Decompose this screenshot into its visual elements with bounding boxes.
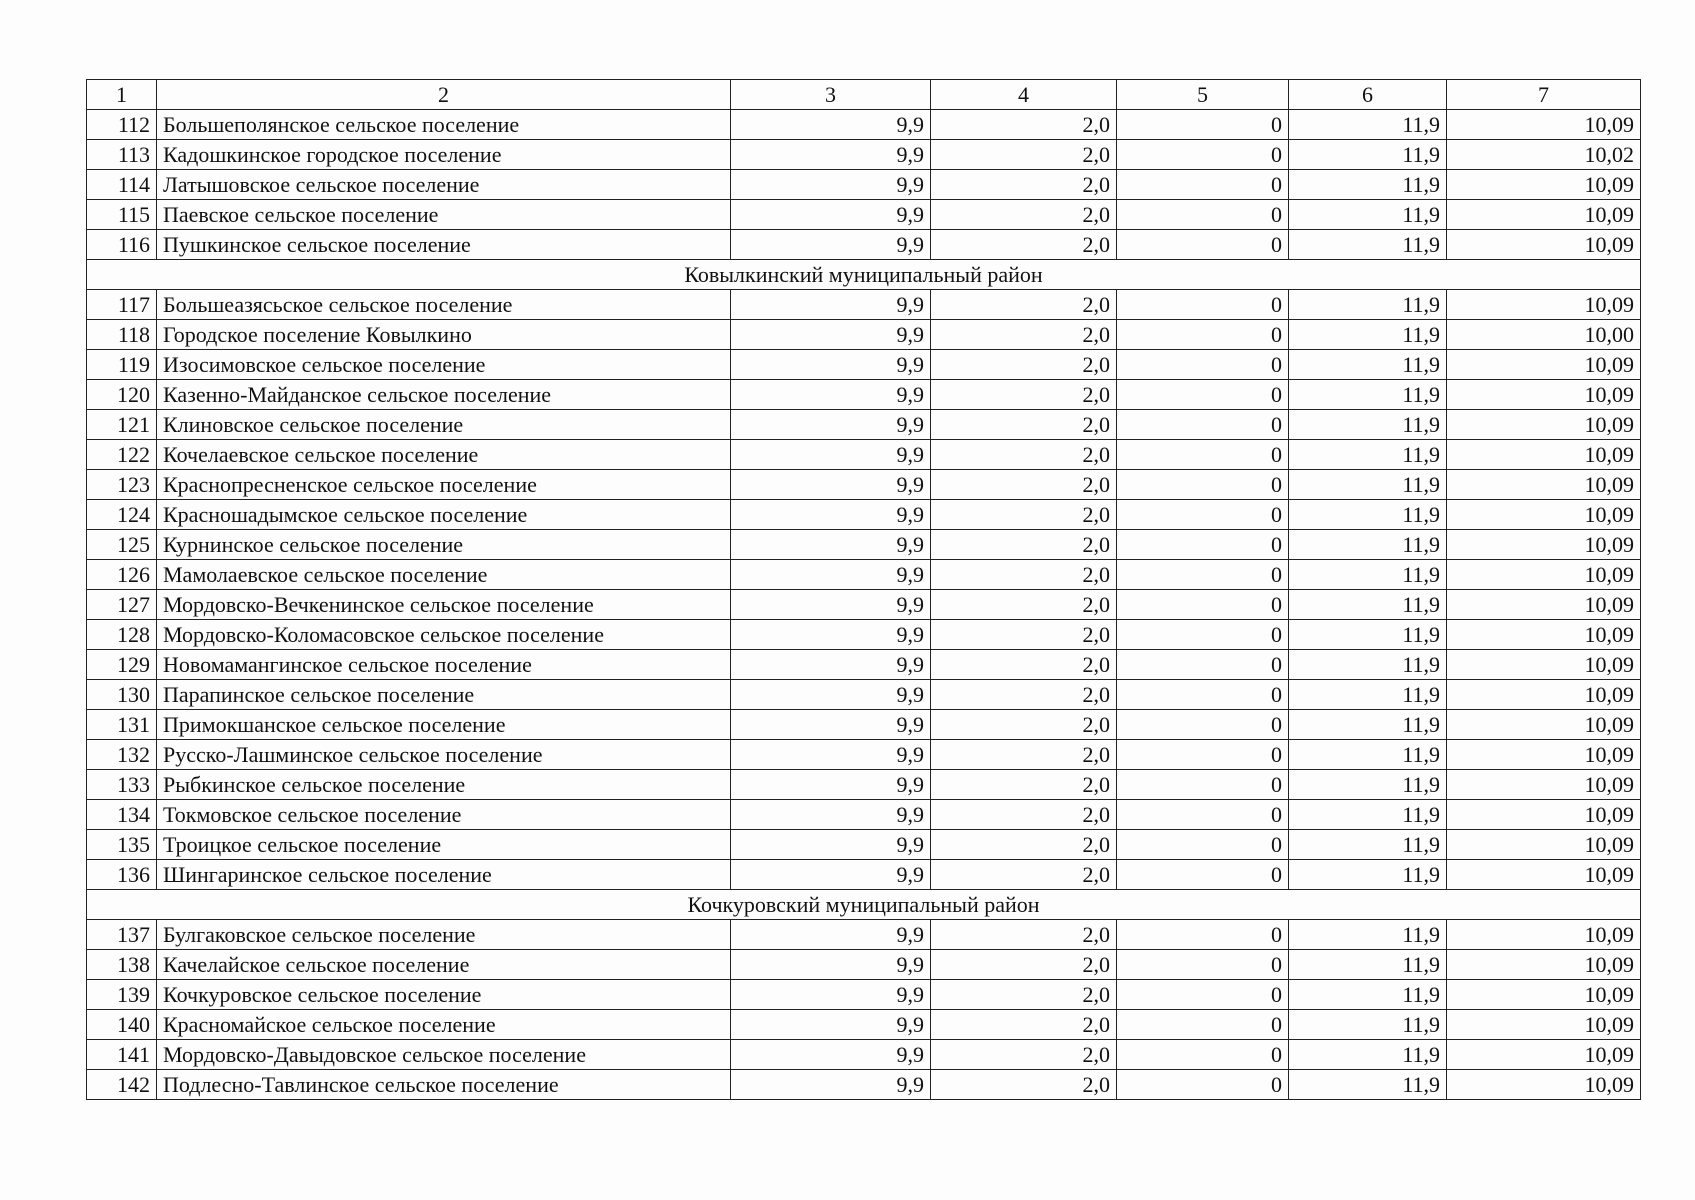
settlement-name: Латышовское сельское поселение — [157, 170, 731, 200]
value-col-3: 9,9 — [731, 620, 931, 650]
value-col-3: 9,9 — [731, 170, 931, 200]
value-col-5: 0 — [1117, 680, 1289, 710]
row-number: 122 — [87, 440, 157, 470]
row-number: 138 — [87, 950, 157, 980]
table-row — [87, 800, 1641, 830]
value-col-5: 0 — [1117, 380, 1289, 410]
value-col-6: 11,9 — [1289, 350, 1447, 380]
value-col-6: 11,9 — [1289, 560, 1447, 590]
value-col-7: 10,00 — [1447, 320, 1641, 350]
table-row — [87, 470, 1641, 500]
value-col-5: 0 — [1117, 200, 1289, 230]
value-col-4: 2,0 — [931, 410, 1117, 440]
value-col-6: 11,9 — [1289, 500, 1447, 530]
value-col-5: 0 — [1117, 650, 1289, 680]
settlement-name: Кадошкинское городское поселение — [157, 140, 731, 170]
value-col-3: 9,9 — [731, 380, 931, 410]
value-col-4: 2,0 — [931, 530, 1117, 560]
value-col-4: 2,0 — [931, 440, 1117, 470]
table-row — [87, 770, 1641, 800]
value-col-7: 10,09 — [1447, 230, 1641, 260]
value-col-6: 11,9 — [1289, 590, 1447, 620]
row-number: 125 — [87, 530, 157, 560]
value-col-5: 0 — [1117, 1070, 1289, 1100]
row-number: 136 — [87, 860, 157, 890]
value-col-7: 10,09 — [1447, 170, 1641, 200]
value-col-5: 0 — [1117, 170, 1289, 200]
value-col-5: 0 — [1117, 230, 1289, 260]
table-row — [87, 1070, 1641, 1100]
value-col-4: 2,0 — [931, 740, 1117, 770]
table-row — [87, 200, 1641, 230]
value-col-6: 11,9 — [1289, 620, 1447, 650]
value-col-7: 10,09 — [1447, 590, 1641, 620]
settlement-name: Качелайское сельское поселение — [157, 950, 731, 980]
value-col-7: 10,09 — [1447, 650, 1641, 680]
value-col-4: 2,0 — [931, 560, 1117, 590]
value-col-3: 9,9 — [731, 920, 931, 950]
value-col-4: 2,0 — [931, 110, 1117, 140]
table-row — [87, 830, 1641, 860]
row-number: 115 — [87, 200, 157, 230]
table-row — [87, 860, 1641, 890]
table-row — [87, 980, 1641, 1010]
value-col-3: 9,9 — [731, 680, 931, 710]
row-number: 112 — [87, 110, 157, 140]
value-col-6: 11,9 — [1289, 650, 1447, 680]
value-col-7: 10,09 — [1447, 770, 1641, 800]
value-col-4: 2,0 — [931, 200, 1117, 230]
value-col-3: 9,9 — [731, 740, 931, 770]
table-row — [87, 440, 1641, 470]
value-col-7: 10,09 — [1447, 1070, 1641, 1100]
value-col-7: 10,09 — [1447, 680, 1641, 710]
value-col-5: 0 — [1117, 860, 1289, 890]
header-row — [87, 80, 1641, 110]
settlement-name: Токмовское сельское поселение — [157, 800, 731, 830]
settlement-name: Курнинское сельское поселение — [157, 530, 731, 560]
header-cell-5: 5 — [1117, 80, 1289, 110]
value-col-6: 11,9 — [1289, 410, 1447, 440]
row-number: 133 — [87, 770, 157, 800]
value-col-7: 10,09 — [1447, 380, 1641, 410]
value-col-4: 2,0 — [931, 710, 1117, 740]
value-col-5: 0 — [1117, 980, 1289, 1010]
table-row — [87, 650, 1641, 680]
table-row — [87, 230, 1641, 260]
header-cell-6: 6 — [1289, 80, 1447, 110]
value-col-4: 2,0 — [931, 140, 1117, 170]
value-col-7: 10,09 — [1447, 710, 1641, 740]
settlement-name: Русско-Лашминское сельское поселение — [157, 740, 731, 770]
value-col-4: 2,0 — [931, 170, 1117, 200]
row-number: 141 — [87, 1040, 157, 1070]
value-col-5: 0 — [1117, 950, 1289, 980]
table-row — [87, 560, 1641, 590]
value-col-6: 11,9 — [1289, 110, 1447, 140]
value-col-4: 2,0 — [931, 1010, 1117, 1040]
value-col-3: 9,9 — [731, 230, 931, 260]
value-col-3: 9,9 — [731, 140, 931, 170]
value-col-7: 10,09 — [1447, 110, 1641, 140]
settlement-name: Красномайское сельское поселение — [157, 1010, 731, 1040]
value-col-5: 0 — [1117, 500, 1289, 530]
settlement-name: Изосимовское сельское поселение — [157, 350, 731, 380]
value-col-5: 0 — [1117, 110, 1289, 140]
value-col-6: 11,9 — [1289, 830, 1447, 860]
value-col-4: 2,0 — [931, 380, 1117, 410]
row-number: 130 — [87, 680, 157, 710]
table-row — [87, 320, 1641, 350]
header-cell-4: 4 — [931, 80, 1117, 110]
header-cell-7: 7 — [1447, 80, 1641, 110]
row-number: 118 — [87, 320, 157, 350]
value-col-7: 10,09 — [1447, 620, 1641, 650]
value-col-3: 9,9 — [731, 1040, 931, 1070]
value-col-3: 9,9 — [731, 530, 931, 560]
table-row — [87, 500, 1641, 530]
value-col-7: 10,09 — [1447, 410, 1641, 440]
value-col-6: 11,9 — [1289, 170, 1447, 200]
settlement-name: Большеполянское сельское поселение — [157, 110, 731, 140]
table-row — [87, 350, 1641, 380]
settlement-name: Кочелаевское сельское поселение — [157, 440, 731, 470]
table-row — [87, 410, 1641, 440]
value-col-5: 0 — [1117, 710, 1289, 740]
settlement-name: Пушкинское сельское поселение — [157, 230, 731, 260]
row-number: 119 — [87, 350, 157, 380]
value-col-4: 2,0 — [931, 620, 1117, 650]
settlement-name: Краснопресненское сельское поселение — [157, 470, 731, 500]
value-col-3: 9,9 — [731, 830, 931, 860]
value-col-6: 11,9 — [1289, 1040, 1447, 1070]
value-col-7: 10,09 — [1447, 830, 1641, 860]
value-col-7: 10,09 — [1447, 470, 1641, 500]
value-col-6: 11,9 — [1289, 770, 1447, 800]
row-number: 131 — [87, 710, 157, 740]
table-row — [87, 590, 1641, 620]
value-col-6: 11,9 — [1289, 1010, 1447, 1040]
table-row — [87, 710, 1641, 740]
value-col-7: 10,02 — [1447, 140, 1641, 170]
value-col-6: 11,9 — [1289, 920, 1447, 950]
row-number: 114 — [87, 170, 157, 200]
value-col-7: 10,09 — [1447, 500, 1641, 530]
value-col-7: 10,09 — [1447, 440, 1641, 470]
row-number: 116 — [87, 230, 157, 260]
header-cell-1: 1 — [87, 80, 157, 110]
value-col-3: 9,9 — [731, 860, 931, 890]
value-col-6: 11,9 — [1289, 140, 1447, 170]
value-col-3: 9,9 — [731, 440, 931, 470]
section-row — [87, 890, 1641, 920]
value-col-3: 9,9 — [731, 650, 931, 680]
table-row — [87, 620, 1641, 650]
settlement-name: Городское поселение Ковылкино — [157, 320, 731, 350]
value-col-7: 10,09 — [1447, 740, 1641, 770]
settlements-table — [86, 79, 1641, 1100]
value-col-4: 2,0 — [931, 500, 1117, 530]
value-col-6: 11,9 — [1289, 320, 1447, 350]
settlement-name: Клиновское сельское поселение — [157, 410, 731, 440]
value-col-4: 2,0 — [931, 680, 1117, 710]
row-number: 139 — [87, 980, 157, 1010]
value-col-6: 11,9 — [1289, 860, 1447, 890]
value-col-3: 9,9 — [731, 770, 931, 800]
row-number: 120 — [87, 380, 157, 410]
header-cell-2: 2 — [157, 80, 731, 110]
value-col-6: 11,9 — [1289, 740, 1447, 770]
section-title: Кочкуровский муниципальный район — [87, 890, 1641, 920]
value-col-4: 2,0 — [931, 650, 1117, 680]
value-col-4: 2,0 — [931, 920, 1117, 950]
row-number: 128 — [87, 620, 157, 650]
value-col-5: 0 — [1117, 530, 1289, 560]
value-col-7: 10,09 — [1447, 800, 1641, 830]
value-col-5: 0 — [1117, 320, 1289, 350]
value-col-7: 10,09 — [1447, 920, 1641, 950]
row-number: 123 — [87, 470, 157, 500]
value-col-5: 0 — [1117, 770, 1289, 800]
value-col-4: 2,0 — [931, 1070, 1117, 1100]
row-number: 142 — [87, 1070, 157, 1100]
value-col-3: 9,9 — [731, 350, 931, 380]
value-col-7: 10,09 — [1447, 950, 1641, 980]
row-number: 124 — [87, 500, 157, 530]
value-col-3: 9,9 — [731, 590, 931, 620]
row-number: 113 — [87, 140, 157, 170]
value-col-5: 0 — [1117, 140, 1289, 170]
value-col-6: 11,9 — [1289, 710, 1447, 740]
table-row — [87, 1010, 1641, 1040]
value-col-3: 9,9 — [731, 290, 931, 320]
value-col-3: 9,9 — [731, 200, 931, 230]
value-col-3: 9,9 — [731, 500, 931, 530]
value-col-3: 9,9 — [731, 980, 931, 1010]
value-col-3: 9,9 — [731, 410, 931, 440]
settlement-name: Мордовско-Коломасовское сельское поселение — [157, 620, 731, 650]
settlement-name: Подлесно-Тавлинское сельское поселение — [157, 1070, 731, 1100]
value-col-4: 2,0 — [931, 470, 1117, 500]
settlement-name: Рыбкинское сельское поселение — [157, 770, 731, 800]
table-row — [87, 140, 1641, 170]
value-col-4: 2,0 — [931, 980, 1117, 1010]
settlement-name: Казенно-Майданское сельское поселение — [157, 380, 731, 410]
value-col-5: 0 — [1117, 590, 1289, 620]
value-col-4: 2,0 — [931, 830, 1117, 860]
value-col-6: 11,9 — [1289, 380, 1447, 410]
value-col-3: 9,9 — [731, 1010, 931, 1040]
row-number: 135 — [87, 830, 157, 860]
row-number: 140 — [87, 1010, 157, 1040]
value-col-4: 2,0 — [931, 230, 1117, 260]
settlement-name: Мордовско-Вечкенинское сельское поселение — [157, 590, 731, 620]
row-number: 127 — [87, 590, 157, 620]
table-row — [87, 290, 1641, 320]
value-col-6: 11,9 — [1289, 980, 1447, 1010]
value-col-4: 2,0 — [931, 320, 1117, 350]
value-col-7: 10,09 — [1447, 290, 1641, 320]
settlement-name: Мордовско-Давыдовское сельское поселение — [157, 1040, 731, 1070]
value-col-6: 11,9 — [1289, 470, 1447, 500]
value-col-7: 10,09 — [1447, 980, 1641, 1010]
value-col-6: 11,9 — [1289, 800, 1447, 830]
row-number: 121 — [87, 410, 157, 440]
settlement-name: Парапинское сельское поселение — [157, 680, 731, 710]
settlement-name: Большеазясьское сельское поселение — [157, 290, 731, 320]
value-col-6: 11,9 — [1289, 680, 1447, 710]
value-col-6: 11,9 — [1289, 290, 1447, 320]
value-col-4: 2,0 — [931, 1040, 1117, 1070]
value-col-4: 2,0 — [931, 350, 1117, 380]
value-col-4: 2,0 — [931, 860, 1117, 890]
table-row — [87, 170, 1641, 200]
value-col-3: 9,9 — [731, 1070, 931, 1100]
section-row — [87, 260, 1641, 290]
value-col-5: 0 — [1117, 440, 1289, 470]
value-col-3: 9,9 — [731, 110, 931, 140]
value-col-7: 10,09 — [1447, 200, 1641, 230]
value-col-6: 11,9 — [1289, 1070, 1447, 1100]
value-col-3: 9,9 — [731, 710, 931, 740]
value-col-4: 2,0 — [931, 590, 1117, 620]
value-col-3: 9,9 — [731, 950, 931, 980]
settlement-name: Троицкое сельское поселение — [157, 830, 731, 860]
table-row — [87, 530, 1641, 560]
value-col-3: 9,9 — [731, 800, 931, 830]
value-col-5: 0 — [1117, 830, 1289, 860]
value-col-5: 0 — [1117, 740, 1289, 770]
value-col-5: 0 — [1117, 350, 1289, 380]
row-number: 117 — [87, 290, 157, 320]
table-row — [87, 950, 1641, 980]
settlement-name: Паевское сельское поселение — [157, 200, 731, 230]
value-col-7: 10,09 — [1447, 350, 1641, 380]
value-col-3: 9,9 — [731, 560, 931, 590]
table-row — [87, 680, 1641, 710]
table-row — [87, 920, 1641, 950]
settlement-name: Булгаковское сельское поселение — [157, 920, 731, 950]
row-number: 132 — [87, 740, 157, 770]
table-row — [87, 110, 1641, 140]
value-col-5: 0 — [1117, 1040, 1289, 1070]
value-col-6: 11,9 — [1289, 530, 1447, 560]
value-col-5: 0 — [1117, 560, 1289, 590]
settlement-name: Красношадымское сельское поселение — [157, 500, 731, 530]
value-col-6: 11,9 — [1289, 950, 1447, 980]
settlement-name: Примокшанское сельское поселение — [157, 710, 731, 740]
value-col-5: 0 — [1117, 410, 1289, 440]
value-col-3: 9,9 — [731, 320, 931, 350]
row-number: 126 — [87, 560, 157, 590]
value-col-7: 10,09 — [1447, 860, 1641, 890]
value-col-7: 10,09 — [1447, 560, 1641, 590]
value-col-5: 0 — [1117, 1010, 1289, 1040]
section-title: Ковылкинский муниципальный район — [87, 260, 1641, 290]
settlement-name: Мамолаевское сельское поселение — [157, 560, 731, 590]
row-number: 137 — [87, 920, 157, 950]
value-col-5: 0 — [1117, 290, 1289, 320]
value-col-4: 2,0 — [931, 770, 1117, 800]
value-col-4: 2,0 — [931, 800, 1117, 830]
value-col-7: 10,09 — [1447, 1040, 1641, 1070]
row-number: 134 — [87, 800, 157, 830]
value-col-6: 11,9 — [1289, 230, 1447, 260]
value-col-7: 10,09 — [1447, 1010, 1641, 1040]
value-col-5: 0 — [1117, 470, 1289, 500]
value-col-4: 2,0 — [931, 950, 1117, 980]
settlement-name: Кочкуровское сельское поселение — [157, 980, 731, 1010]
table-row — [87, 380, 1641, 410]
value-col-7: 10,09 — [1447, 530, 1641, 560]
value-col-5: 0 — [1117, 920, 1289, 950]
table-row — [87, 740, 1641, 770]
settlement-name: Новомамангинское сельское поселение — [157, 650, 731, 680]
row-number: 129 — [87, 650, 157, 680]
value-col-5: 0 — [1117, 800, 1289, 830]
value-col-6: 11,9 — [1289, 440, 1447, 470]
table-row — [87, 1040, 1641, 1070]
value-col-6: 11,9 — [1289, 200, 1447, 230]
value-col-5: 0 — [1117, 620, 1289, 650]
header-cell-3: 3 — [731, 80, 931, 110]
value-col-4: 2,0 — [931, 290, 1117, 320]
settlement-name: Шингаринское сельское поселение — [157, 860, 731, 890]
value-col-3: 9,9 — [731, 470, 931, 500]
